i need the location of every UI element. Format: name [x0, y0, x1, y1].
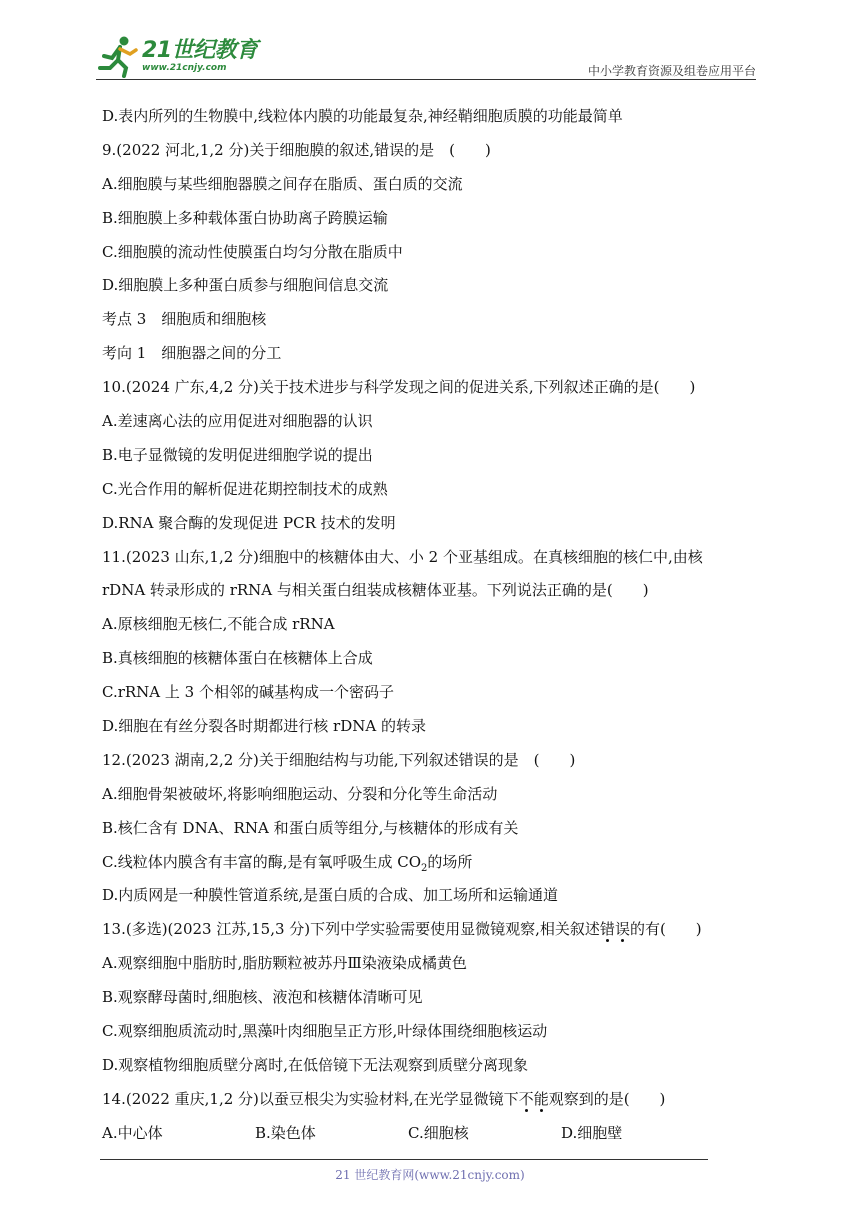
question-9-stem: 9.(2022 河北,1,2 分)关于细胞膜的叙述,错误的是 ( )	[102, 140, 491, 159]
footer-divider	[100, 1159, 708, 1160]
text-segment: 13.(多选)(2023 江苏,15,3 分)下列中学实验需要使用显微镜观察,相关叙述	[102, 920, 600, 939]
text-segment: 的有( )	[629, 920, 702, 939]
question-12-option-c	[102, 850, 762, 884]
section-heading: 考点 3 细胞质和细胞核	[102, 310, 267, 329]
text-segment: C.线粒体内膜含有丰富的酶,是有氧呼吸生成 CO	[102, 852, 422, 871]
runner-logo-icon	[96, 34, 140, 78]
question-12-stem: 12.(2023 湖南,2,2 分)关于细胞结构与功能,下列叙述错误的是 ( )	[102, 750, 576, 769]
question-9-option-a: A.细胞膜与某些细胞器膜之间存在脂质、蛋白质的交流	[102, 174, 463, 193]
question-13-option-b: B.观察酵母菌时,细胞核、液泡和核糖体清晰可见	[102, 988, 423, 1007]
page-header	[96, 34, 756, 80]
document-body	[102, 104, 762, 1155]
question-11-option-c: C.rRNA 上 3 个相邻的碱基构成一个密码子	[102, 683, 394, 702]
question-12-option-a: A.细胞骨架被破坏,将影响细胞运动、分裂和分化等生命活动	[102, 784, 498, 803]
question-10-option-d: D.RNA 聚合酶的发现促进 PCR 技术的发明	[102, 513, 396, 532]
emphasis-char: 误	[614, 920, 630, 939]
text-segment: 的场所	[427, 852, 473, 871]
question-13-option-c: C.观察细胞质流动时,黑藻叶肉细胞呈正方形,叶绿体围绕细胞核运动	[102, 1022, 548, 1041]
subscript: 2	[421, 862, 428, 874]
emphasis-char: 错	[599, 920, 615, 939]
logo[interactable]	[96, 34, 258, 78]
text-segment: 观察到的是( )	[548, 1089, 666, 1108]
question-9-option-d: D.细胞膜上多种蛋白质参与细胞间信息交流	[102, 276, 389, 295]
question-10-option-c: C.光合作用的解析促进花期控制技术的成熟	[102, 479, 388, 498]
logo-url: www.21cnjy.com	[142, 62, 227, 73]
question-11-stem-line2: rDNA 转录形成的 rRNA 与相关蛋白组装成核糖体亚基。下列说法正确的是( )	[102, 581, 649, 600]
text-line: D.表内所列的生物膜中,线粒体内膜的功能最复杂,神经鞘细胞质膜的功能最简单	[102, 107, 623, 125]
header-platform-text: 中小学教育资源及组卷应用平台	[587, 64, 756, 78]
question-14-option-c: C.细胞核	[408, 1123, 469, 1142]
subsection-heading: 考向 1 细胞器之间的分工	[102, 344, 282, 363]
question-9-option-b: B.细胞膜上多种载体蛋白协助离子跨膜运输	[102, 208, 388, 227]
question-13-option-a: A.观察细胞中脂肪时,脂肪颗粒被苏丹Ⅲ染液染成橘黄色	[102, 954, 467, 973]
question-10-option-b: B.电子显微镜的发明促进细胞学说的提出	[102, 445, 373, 464]
emphasis-char: 能	[533, 1089, 549, 1108]
question-10-stem: 10.(2024 广东,4,2 分)关于技术进步与科学发现之间的促进关系,下列叙述正确的是( )	[102, 378, 696, 397]
question-11-option-a: A.原核细胞无核仁,不能合成 rRNA	[102, 615, 335, 634]
footer-link[interactable]: 21 世纪教育网(www.21cnjy.com)	[335, 1168, 525, 1182]
logo-title: 21世纪教育	[142, 37, 258, 63]
question-12-option-d: D.内质网是一种膜性管道系统,是蛋白质的合成、加工场所和运输通道	[102, 886, 559, 905]
text-segment: 14.(2022 重庆,1,2 分)以蚕豆根尖为实验材料,在光学显微镜下	[102, 1089, 519, 1108]
question-9-option-c: C.细胞膜的流动性使膜蛋白均匀分散在脂质中	[102, 242, 403, 261]
question-14-option-b: B.染色体	[255, 1123, 316, 1142]
question-11-stem-line1: 11.(2023 山东,1,2 分)细胞中的核糖体由大、小 2 个亚基组成。在真核细胞的核仁中,由核	[102, 547, 703, 566]
question-14-options	[102, 1121, 762, 1155]
question-13-stem	[102, 917, 762, 951]
question-14-option-d: D.细胞壁	[561, 1123, 623, 1142]
header-divider	[96, 79, 756, 80]
question-11-option-d: D.细胞在有丝分裂各时期都进行核 rDNA 的转录	[102, 717, 426, 736]
question-10-option-a: A.差速离心法的应用促进对细胞器的认识	[102, 412, 373, 431]
question-13-option-d: D.观察植物细胞质壁分离时,在低倍镜下无法观察到质壁分离现象	[102, 1055, 529, 1074]
question-12-option-b: B.核仁含有 DNA、RNA 和蛋白质等组分,与核糖体的形成有关	[102, 818, 519, 837]
question-14-option-a: A.中心体	[102, 1123, 163, 1142]
emphasis-char: 不	[518, 1089, 534, 1108]
question-14-stem	[102, 1087, 762, 1121]
question-11-option-b: B.真核细胞的核糖体蛋白在核糖体上合成	[102, 649, 373, 668]
